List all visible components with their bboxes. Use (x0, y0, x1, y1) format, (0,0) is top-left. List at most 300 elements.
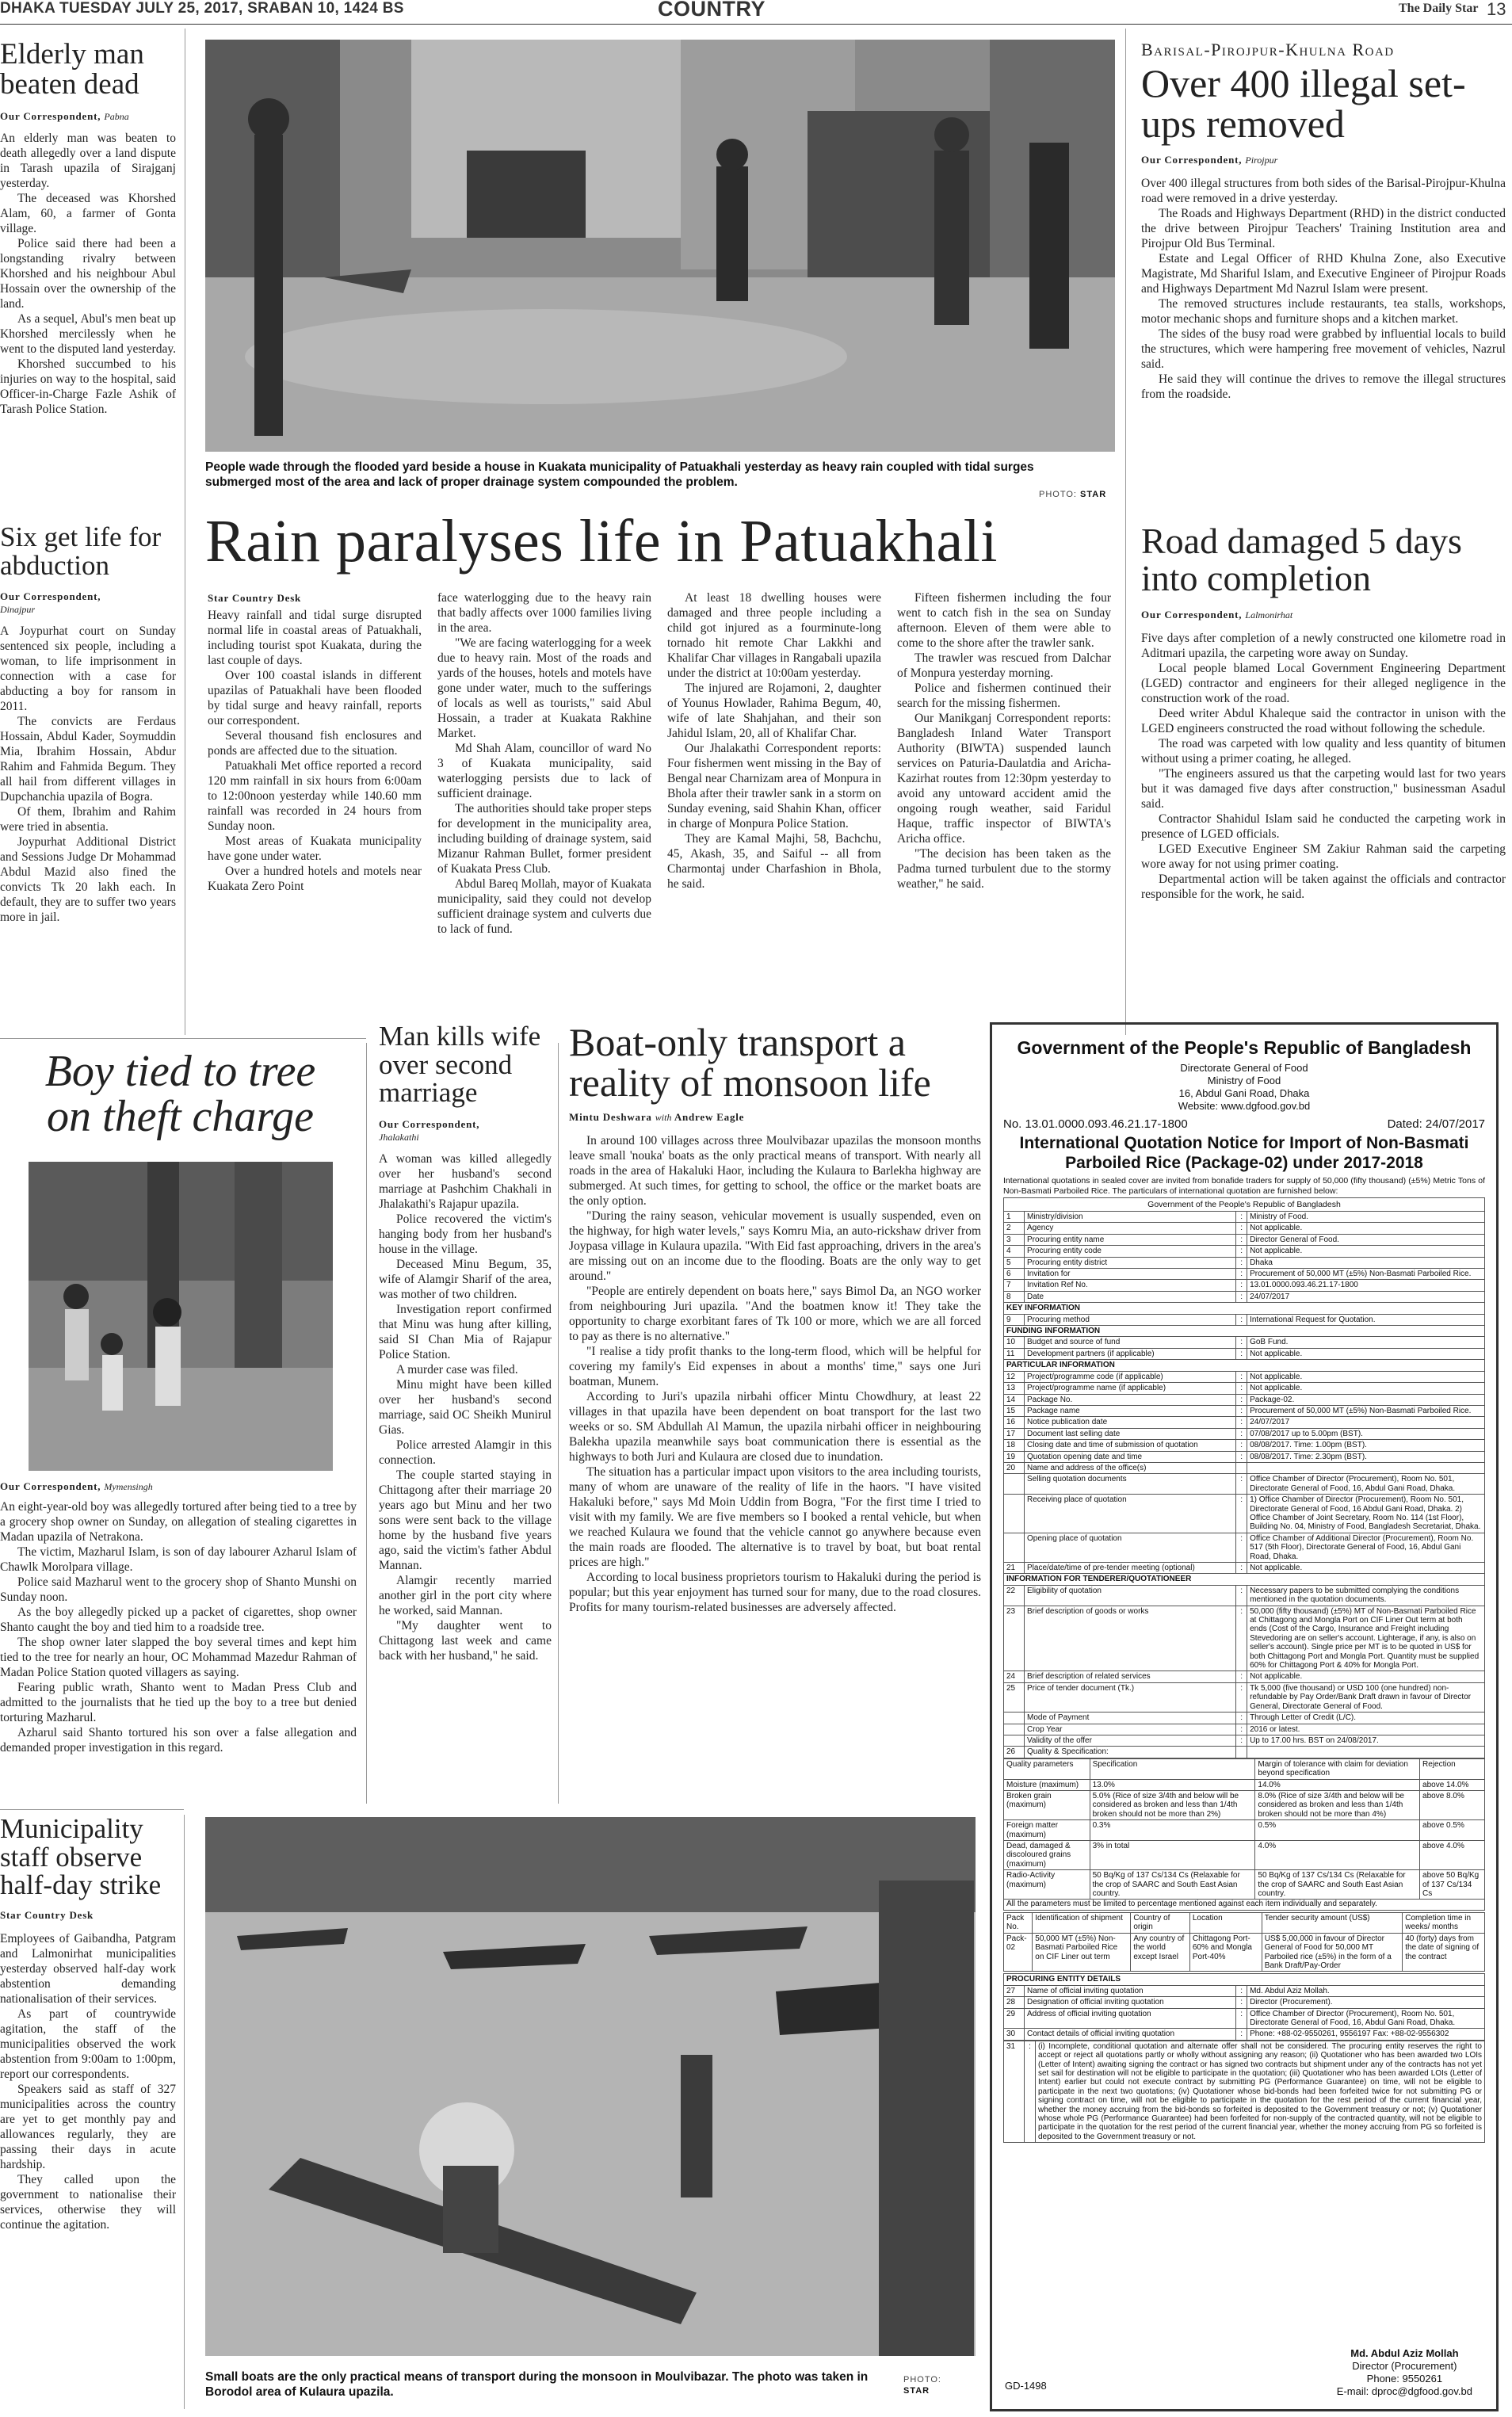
table-row (1004, 1337, 1485, 1348)
table-cell: 0.5% (1255, 1820, 1420, 1841)
row-value: Md. Abdul Aziz Mollah. (1247, 1985, 1485, 1996)
row-value: Not applicable. (1247, 1348, 1485, 1359)
paragraph: Police said there had been a longstanding rivalry between Khorshed and his neighbour Abul Hossain over the ownership of the land. (0, 237, 176, 311)
boats-photo-illustration (205, 1817, 976, 2356)
row-number: 3 (1004, 1234, 1025, 1245)
paragraph: Local people blamed Local Government Engineering Department (LGED) contractor and engineers for their alleged negligence in the construction work of the road. (1141, 661, 1506, 705)
kicker: Barisal-Pirojpur-Khulna Road (1141, 40, 1395, 59)
byline: Our Correspondent, Pirojpur (1141, 154, 1278, 166)
table-row (1004, 1405, 1485, 1416)
paragraph: Abdul Bareq Mollah, mayor of Kuakata municipality, said they could not develop sufficient drainage system and culverts due to lack of fund. (437, 877, 651, 936)
paragraph: LGED Executive Engineer SM Zakiur Rahman said the carpeting wore away for not using primer coating. (1141, 842, 1506, 871)
boats-photo (205, 1817, 976, 2356)
ad-reference: No. 13.01.0000.093.46.21.17-1800 Dated: 24/07/2017 (1003, 1117, 1485, 1131)
byline: Our Correspondent, Lalmonirhat (1141, 608, 1293, 620)
section-header: KEY INFORMATION (1004, 1303, 1485, 1314)
table-cell: Dead, damaged & discoloured grains (maximum) (1004, 1840, 1090, 1869)
row-label: Invitation Ref No. (1025, 1280, 1236, 1291)
byline: Mintu Deshwara with Andrew Eagle (569, 1111, 745, 1123)
table-cell: 0.3% (1090, 1820, 1255, 1841)
package-table (1003, 1912, 1485, 1972)
row-label: Receiving place of quotation (1025, 1495, 1236, 1533)
row-number: 10 (1004, 1337, 1025, 1348)
table-row (1004, 1360, 1485, 1371)
row-separator (1236, 1747, 1247, 1758)
table-row (1004, 1371, 1485, 1382)
row-value: 24/07/2017 (1247, 1417, 1485, 1428)
row-label: Quality & Specification: (1025, 1747, 1236, 1758)
paragraph: Several thousand fish enclosures and ponds are affected due to the situation. (208, 729, 422, 758)
row-label: Mode of Payment (1025, 1713, 1236, 1724)
photo-caption: Small boats are the only practical means of transport during the monsoon in Moulvibazar. The photo was taken in Borodol area of Kulaura upazila. (205, 2370, 869, 2399)
row-separator: : (1236, 2008, 1247, 2029)
article-six-life (0, 523, 176, 1030)
row-value: Office Chamber of Director (Procurement), Room No. 501, Directorate General of Food, 16, Abdul Gani Road, Dhaka. (1247, 2008, 1485, 2029)
paragraph: A woman was killed allegedly over her husband's second marriage at Pashchim Chakhali in Jhalakathi's Rajapur upazila. (379, 1152, 552, 1212)
column-header: Margin of tolerance with claim for deviation beyond specification (1255, 1758, 1420, 1779)
paragraph: "My daughter went to Chittagong last week and came back with her husband," he said. (379, 1619, 552, 1663)
ad-title: Government of the People's Republic of Bangladesh (1017, 1037, 1472, 1058)
row-number: 7 (1004, 1280, 1025, 1291)
section-label: COUNTRY (658, 0, 766, 21)
paragraph: They are Kamal Majhi, 58, Bachchu, 45, Akash, 35, and Saiful -- all from Charmontaj under Charfashion in Bhola, he said. (667, 832, 881, 891)
ad-signature: Md. Abdul Aziz Mollah Director (Procurement) Phone: 9550261 E-mail: dproc@dgfood.gov.bd (1336, 2347, 1472, 2397)
column-header: Specification (1090, 1758, 1255, 1779)
quality-table (1003, 1758, 1485, 1900)
paragraph: Investigation report confirmed that Minu was hung after killing, said SI Chan Mia of Rajapur Police Station. (379, 1303, 552, 1362)
row-label: Date (1025, 1291, 1236, 1302)
row-separator: : (1236, 1735, 1247, 1746)
page-number: 13 (1487, 0, 1506, 19)
row-value: Ministry of Food. (1247, 1212, 1485, 1223)
row-value: Office Chamber of Director (Procurement), Room No. 501, Directorate General of Food, 16, Abdul Gani Road, Dhaka. (1247, 1474, 1485, 1495)
table-cell: Moisture (maximum) (1004, 1779, 1090, 1790)
table-row (1004, 1840, 1485, 1869)
table-row (1004, 1779, 1485, 1790)
article-municipality-strike (0, 1815, 176, 2413)
row-separator: : (1236, 1451, 1247, 1462)
row-separator: : (1236, 1371, 1247, 1382)
article-elderly (0, 40, 176, 507)
row-separator: : (1236, 1724, 1247, 1735)
table-row (1004, 1383, 1485, 1394)
row-number: 29 (1004, 2008, 1025, 2029)
paragraph: Heavy rainfall and tidal surge disrupted normal life in coastal areas of Patuakhali, including tourist spot Kuakata, during the last couple of days. (208, 609, 422, 667)
column-header: Location (1189, 1912, 1262, 1933)
article-illegal-setups (1141, 40, 1506, 515)
paragraph: Employees of Gaibandha, Patgram and Lalmonirhat municipalities yesterday observed half-day work abstention demanding nationalisation of their services. (0, 1932, 176, 2007)
row-label: Invitation for (1025, 1269, 1236, 1280)
table-cell: 8.0% (Rice of size 3/4th and below will be considered as broken and less than 1/4th broken should not be more than 4%) (1255, 1790, 1420, 1819)
clauses-table: 31 : (i) Incomplete, conditional quotation and alternate offer shall not be considered. The procuring entity reserves the right to accept or reject all quotations partly or wholly without assigning any reason; (ii) Quotationer who has been awarded two LOIs (Letter of Intent) awaiting signing the contract or has signed two contracts but shipment under any of the contracts has not yet set sail for destination will not be eligible to participate in the quotation; (iii) Quotationer who has been awarded LOIs (Letter of Intent) earlier but could not execute contract by submitting PG (Performance Guarantee) on time, will not be eligible to participate in the next two quotations; (iv) Quotationer whose bid-bonds had been forfeited twice for not submitting PG or signing contract on time, will not be eligible to participate in the quotation for the rest period of the current financial year, whether the money accruing from the bid-bonds so forfeited is deposited to the Government treasury or not; (v) Quotationer whose whole PG (Performance Guarantee) had been forfeited for non-supply of the contracted quantity, will not be eligible to participate in the quotation for the rest period of the current financial year, whether the money accruing from PG so forfeited is deposited to the Government treasury or not. (1003, 2041, 1485, 2143)
row-label: Ministry/division (1025, 1212, 1236, 1223)
byline: Our Correspondent, Pabna (0, 110, 129, 123)
table-row (1004, 1974, 1485, 1985)
row-separator: : (1236, 1280, 1247, 1291)
ad-code: GD-1498 (1005, 2380, 1047, 2392)
column-header: Tender security amount (US$) (1262, 1912, 1402, 1933)
dateline: DHAKA TUESDAY JULY 25, 2017, SRABAN 10, 1424 BS (0, 0, 404, 17)
paragraph: The removed structures include restaurants, tea stalls, workshops, motor mechanic shops and furniture shops and a kitchen market. (1141, 297, 1506, 326)
row-label: Address of official inviting quotation (1025, 2008, 1236, 2029)
table-row (1004, 1462, 1485, 1473)
table-cell: above 14.0% (1420, 1779, 1485, 1790)
paragraph: As the boy allegedly picked up a packet of cigarettes, shop owner Shanto caught the boy and tied him to a roadside tree. (0, 1606, 357, 1634)
row-value: Director (Procurement). (1247, 1997, 1485, 2008)
paragraph: Deceased Minu Begum, 35, wife of Alamgir Sharif of the area, was mother of two children. (379, 1258, 552, 1302)
row-label: Validity of the offer (1025, 1735, 1236, 1746)
paragraph: The road was carpeted with low quality and less quantity of bitumen without using a primer coating, he alleged. (1141, 736, 1506, 766)
row-number (1004, 1474, 1025, 1495)
flood-photo (205, 40, 1115, 452)
row-separator: : (1236, 1291, 1247, 1302)
table-row (1004, 2008, 1485, 2029)
row-number: 20 (1004, 1462, 1025, 1473)
row-number: 26 (1004, 1747, 1025, 1758)
paragraph: Departmental action will be taken against the officials and contractor responsible for the work, he said. (1141, 872, 1506, 901)
row-value (1247, 1462, 1485, 1473)
paragraph: The trawler was rescued from Dalchar of Monpura yesterday morning. (897, 651, 1111, 680)
table-cell: above 4.0% (1420, 1840, 1485, 1869)
photo-caption: People wade through the flooded yard beside a house in Kuakata municipality of Patuakhali yesterday as heavy rain coupled with tidal surges submerged most of the area and lack of proper drainage system compounded the problem. (205, 460, 1034, 489)
table-row (1004, 1682, 1485, 1712)
paragraph: The Roads and Highways Department (RHD) in the district conducted the drive between Pirojpur Teachers' Training Institution area and Pirojpur Old Bus Terminal. (1141, 207, 1506, 250)
row-number: 27 (1004, 1985, 1025, 1996)
paragraph: Most areas of Kuakata municipality have gone under water. (208, 834, 422, 863)
paragraph: Our Manikganj Correspondent reports: Bangladesh Inland Water Transport Authority (BIWTA) suspended launch services on Paturia-Daulatdia and Aricha-Kazirhat routes from 12:30pm yesterday to avoid any untoward accident amid the ongoing rough weather, said Faridul Haque, traffic inspector of BIWTA's Aricha office. (897, 712, 1111, 846)
table-row (1004, 1234, 1485, 1245)
table-row (1004, 1417, 1485, 1428)
row-number: 15 (1004, 1405, 1025, 1416)
row-number: 18 (1004, 1440, 1025, 1451)
paragraph: "The decision has been taken as the Padma turned turbulent due to the stormy weather," he said. (897, 847, 1111, 891)
table-cell: Any country of the world except Israel (1131, 1933, 1190, 1972)
table-row (1004, 1440, 1485, 1451)
row-separator: : (1236, 2029, 1247, 2040)
row-value: Not applicable. (1247, 1223, 1485, 1234)
row-label: Name of official inviting quotation (1025, 1985, 1236, 1996)
row-separator: : (1236, 1348, 1247, 1359)
paragraph: The injured are Rojamoni, 2, daughter of Younus Howlader, Rahima Begum, 40, wife of late Shahjahan, and their son Jahidul Islam, 20, all of Khalifar Char. (667, 682, 881, 740)
table-cell: Broken grain (maximum) (1004, 1790, 1090, 1819)
row-label: Procuring entity district (1025, 1257, 1236, 1268)
row-label: Document last selling date (1025, 1428, 1236, 1439)
paragraph: As part of countrywide agitation, the staff of the municipalities observed the work abstention from 9:00am to 1:00pm, report our correspondents. (0, 2007, 176, 2082)
rain-col-2 (437, 590, 651, 937)
table-row (1004, 1747, 1485, 1758)
row-value: Office Chamber of Additional Director (Procurement), Room No. 517 (5th Floor), Directorate General of Food, 16, Abdul Gani Road, Dhaka. (1247, 1533, 1485, 1562)
row-label: Selling quotation documents (1025, 1474, 1236, 1495)
row-number: 21 (1004, 1563, 1025, 1574)
row-separator: : (1236, 1997, 1247, 2008)
row-separator: : (1236, 1383, 1247, 1394)
paragraph: A murder case was filed. (396, 1363, 518, 1377)
table-cell: 50,000 MT (±5%) Non-Basmati Parboiled Rice on CIF Liner out term (1033, 1933, 1131, 1972)
row-number: 13 (1004, 1383, 1025, 1394)
article-road-damaged (1141, 523, 1506, 1030)
paragraph: "During the rainy season, vehicular movement is usually suspended, even on the highway, for high water levels," says Komru Mia, an auto-rickshaw driver from Joypasa village in Kulaura upazila. "With Eid fast approaching, drivers in the area's are missing out on an income due to the flooding. Boats are the only way to get around." (569, 1209, 981, 1283)
paragraph: The convicts are Ferdaus Hossain, Abdul Kader, Soymuddin Mia, Ibrahim Hossain, Abdur Rahim and Fahmida Begum. They all hail from different villages in Dupchanchia upazila of Bogra. (0, 715, 176, 804)
row-label: Opening place of quotation (1025, 1533, 1236, 1562)
paragraph: In around 100 villages across three Moulvibazar upazilas the monsoon months leave small 'nouka' boats as the only practical means of transport. With nearly all roads in the area of Hakaluki Haor, including the Kulaura to Barlekha highway are submerged. At such times, for getting to school, the office or the market boats are the only option. (569, 1134, 981, 1208)
table-cell: Foreign matter (maximum) (1004, 1820, 1090, 1841)
table-row (1004, 1724, 1485, 1735)
row-number (1004, 1533, 1025, 1562)
byline: Star Country Desk (0, 1909, 94, 1922)
row-value: Not applicable. (1247, 1563, 1485, 1574)
paragraph: Over 100 coastal islands in different upazilas of Patuakhali have been flooded by tidal surge and heavy rainfall, reports our correspondent. (208, 669, 422, 727)
row-label: Contact details of official inviting quotation (1025, 2029, 1236, 2040)
ad-address: Directorate General of Food Ministry of Food 16, Abdul Gani Road, Dhaka Website: www.dgfood.gov.bd (1178, 1062, 1311, 1112)
paragraph: Police and fishermen continued their search for the missing fishermen. (897, 682, 1111, 710)
headline: Road damaged 5 days into completion (1141, 523, 1462, 598)
row-separator: : (1236, 1533, 1247, 1562)
paragraph: Contractor Shahidul Islam said he conducted the carpeting work in presence of LGED officials. (1141, 811, 1506, 841)
table-row (1004, 1474, 1485, 1495)
row-label: Price of tender document (Tk.) (1025, 1682, 1236, 1712)
table-row (1004, 1348, 1485, 1359)
row-separator: : (1236, 1474, 1247, 1495)
headline: Man kills wife over second marriage (379, 1022, 541, 1109)
table-row (1004, 1790, 1485, 1819)
paragraph: Police said Mazharul went to the grocery shop of Shanto Munshi on Sunday noon. (0, 1575, 357, 1604)
row-separator: : (1236, 1428, 1247, 1439)
table-row (1004, 1735, 1485, 1746)
section-header: PROCURING ENTITY DETAILS (1004, 1974, 1485, 1985)
article-rain (205, 511, 1117, 1034)
row-separator: : (1236, 1606, 1247, 1671)
paragraph: Alamgir recently married another girl in the port city where he worked, said Mannan. (379, 1574, 552, 1618)
row-value: Not applicable. (1247, 1246, 1485, 1257)
row-label: Package name (1025, 1405, 1236, 1416)
row-label: Notice publication date (1025, 1417, 1236, 1428)
paragraph: The shop owner later slapped the boy several times and kept him tied to the tree for nearly an hour, OC Mohammad Mazedur Rahman of Madan Police Station quoted villagers as saying. (0, 1636, 357, 1679)
row-value: International Request for Quotation. (1247, 1314, 1485, 1325)
table-row (1004, 1314, 1485, 1325)
table-row (1004, 1585, 1485, 1606)
table-cell: 4.0% (1255, 1840, 1420, 1869)
row-value: 24/07/2017 (1247, 1291, 1485, 1302)
row-label: Procuring entity name (1025, 1234, 1236, 1245)
row-label: Brief description of related services (1025, 1671, 1236, 1682)
column-header: Identification of shipment (1033, 1912, 1131, 1933)
row-separator: : (1236, 1985, 1247, 1996)
headline: Boy tied to tree on theft charge (44, 1047, 316, 1142)
paragraph: Our Jhalakathi Correspondent reports: Four fishermen went missing in the Bay of Bengal near Charnizam area of Monpura in Bhola after their trawler sank in a storm on Sunday evening, said Shahin Khan, officer in charge of Monpura Police Station. (667, 742, 881, 830)
row-number: 14 (1004, 1394, 1025, 1405)
paragraph: "People are entirely dependent on boats here," says Bimol Da, an NGO worker from neighbouring Juri upazila. "And the boatmen know it! They take the opportunity to charge exorbitant fares of Tk 100 or more, which we are all forced to pay as there is no alternative." (569, 1285, 981, 1343)
row-separator: : (1236, 1337, 1247, 1348)
headline: Municipality staff observe half-day strike (0, 1815, 162, 1901)
section-header: INFORMATION FOR TENDERER/QUOTATIONEER (1004, 1574, 1485, 1585)
row-number (1004, 1495, 1025, 1533)
paragraph: Of them, Ibrahim and Rahim were tried in absentia. (0, 805, 176, 834)
row-value: Phone: +88-02-9550261, 9556197 Fax: +88-02-9556302 (1247, 2029, 1485, 2040)
row-number: 17 (1004, 1428, 1025, 1439)
column-header: Completion time in weeks/ months (1403, 1912, 1485, 1933)
table-cell: above 50 Bq/Kg of 137 Cs/134 Cs (1420, 1870, 1485, 1900)
row-label: Place/date/time of pre-tender meeting (optional) (1025, 1563, 1236, 1574)
table-row (1004, 1671, 1485, 1682)
row-value: 13.01.0000.093.46.21.17-1800 (1247, 1280, 1485, 1291)
row-value: Up to 17.00 hrs. BST on 24/08/2017. (1247, 1735, 1485, 1746)
table-row (1004, 1303, 1485, 1314)
row-value (1247, 1747, 1485, 1758)
table-cell: US$ 5,00,000 in favour of Director General of Food for 50,000 MT Parboiled rice (±5%) in the form of a Bank Draft/Pay-Order (1262, 1933, 1402, 1972)
row-label: Procuring entity code (1025, 1246, 1236, 1257)
row-label: Closing date and time of submission of quotation (1025, 1440, 1236, 1451)
table-row (1004, 1533, 1485, 1562)
table-row (1004, 1451, 1485, 1462)
boy-photo (29, 1162, 333, 1471)
row-separator: : (1236, 1246, 1247, 1257)
row-label: Crop Year (1025, 1724, 1236, 1735)
table-row (1004, 1606, 1485, 1671)
row-label: Project/programme code (if applicable) (1025, 1371, 1236, 1382)
column-header: Country of origin (1131, 1912, 1190, 1933)
row-separator: : (1236, 1257, 1247, 1268)
row-label: Development partners (if applicable) (1025, 1348, 1236, 1359)
byline: Our Correspondent, Jhalakathi (379, 1118, 480, 1144)
row-number: 5 (1004, 1257, 1025, 1268)
table-row (1004, 1246, 1485, 1257)
row-value: Not applicable. (1247, 1671, 1485, 1682)
paragraph: Patuakhali Met office reported a record 120 mm rainfall in six hours from 6:00am to 12:00noon yesterday while 140.60 mm rainfall was recorded in 24 hours from Sunday noon. (208, 759, 422, 833)
table-cell: 14.0% (1255, 1779, 1420, 1790)
paragraph: The deceased was Khorshed Alam, 60, a farmer of Gonta village. (0, 192, 176, 236)
boy-photo-illustration (29, 1162, 333, 1471)
row-value: Procurement of 50,000 MT (±5%) Non-Basmati Parboiled Rice. (1247, 1269, 1485, 1280)
row-value: Package-02. (1247, 1394, 1485, 1405)
article-man-kills-wife (379, 1022, 552, 1803)
paragraph: "The engineers assured us that the carpeting would last for two years but it was damaged five days after construction," businessman Asadul said. (1141, 766, 1506, 811)
row-label: Eligibility of quotation (1025, 1585, 1236, 1606)
quality-note: All the parameters must be limited to percentage mentioned against each item individually and separately. (1003, 1900, 1485, 1911)
column-header: Quality parameters (1004, 1758, 1090, 1779)
row-label: Package No. (1025, 1394, 1236, 1405)
row-value: 08/08/2017. Time: 1.00pm (BST). (1247, 1440, 1485, 1451)
table-row (1004, 1269, 1485, 1280)
tender-notice-advert (990, 1022, 1499, 2411)
paragraph: At least 18 dwelling houses were damaged and three people including a child got injured as a fourminute-long tornado hit remote Char Lakkhi and Khalifar Char villages in Rangabali upazila under the district at 10:00am yesterday. (667, 591, 881, 680)
rain-col-3 (667, 590, 881, 892)
paragraph: Speakers said as staff of 327 municipalities across the country are yet to get monthly pay and allowances regularly, they are passing their days in acute hardship. (0, 2083, 176, 2172)
row-value: 2016 or latest. (1247, 1724, 1485, 1735)
table-row (1004, 1257, 1485, 1268)
paper-name: The Daily Star (1399, 2, 1479, 15)
byline: Star Country Desk (208, 592, 302, 604)
row-label: Brief description of goods or works (1025, 1606, 1236, 1671)
paragraph: The couple started staying in Chittagong after their marriage 20 years ago but Minu and her two sons were sent back to the village home by the husband five years ago, said the victim's father Abdul Mannan. (379, 1468, 552, 1573)
paragraph: Over 400 illegal structures from both sides of the Barisal-Pirojpur-Khulna road were removed in a drive yesterday. (1141, 177, 1506, 205)
table-cell: 5.0% (Rice of size 3/4th and below will be considered as broken and less than 1/4th broken should not be more than 2%) (1090, 1790, 1255, 1819)
row-separator: : (1236, 1314, 1247, 1325)
row-value: Not applicable. (1247, 1371, 1485, 1382)
table-row (1004, 1495, 1485, 1533)
table-row (1004, 1997, 1485, 2008)
column-header: Rejection (1420, 1758, 1485, 1779)
table-row (1004, 1223, 1485, 1234)
byline: Our Correspondent, Mymensingh (0, 1480, 153, 1492)
row-number (1004, 1713, 1025, 1724)
paragraph: face waterlogging due to the heavy rain that badly affects over 1000 families living in the area. (437, 591, 651, 635)
row-number: 25 (1004, 1682, 1025, 1712)
row-number: 6 (1004, 1269, 1025, 1280)
paragraph: According to local business proprietors tourism to Hakaluki during the period is popular; but this year enjoyment has turned sour for many, due to the road closures. Profits for many tourism-related businesses are adversely affected. (569, 1571, 981, 1614)
article-boy-tied (0, 1043, 361, 1804)
row-number: 23 (1004, 1606, 1025, 1671)
row-number: 2 (1004, 1223, 1025, 1234)
row-separator: : (1236, 1495, 1247, 1533)
row-value: Tk 5,000 (five thousand) or USD 100 (one hundred) non-refundable by Pay Order/Bank Draft drawn in favour of Director General, Directorate General of Food. (1247, 1682, 1485, 1712)
row-number: 30 (1004, 2029, 1025, 2040)
section-header: FUNDING INFORMATION (1004, 1326, 1485, 1337)
flood-photo-illustration (205, 40, 1115, 452)
row-separator: : (1236, 1417, 1247, 1428)
table-cell: Pack-02 (1004, 1933, 1033, 1972)
row-label: Project/programme name (if applicable) (1025, 1383, 1236, 1394)
row-value: 1) Office Chamber of Director (Procurement), Room No. 501, Directorate General of Food, 16 Abdul Gani Road, Dhaka. 2) Office Chamber of Joint Secretary, Room No. 114 (1st Floor), Building No. 04, Ministry of Food, Bangladesh Secretariat, Dhaka. (1247, 1495, 1485, 1533)
photo-credit: PHOTO: STAR (903, 2375, 941, 2396)
table-row (1004, 1394, 1485, 1405)
paragraph: Minu might have been killed over her husband's second marriage, said OC Sheikh Munirul Gias. (379, 1378, 552, 1438)
paragraph: An elderly man was beaten to death allegedly over a land dispute in Tarash upazila of Sirajganj yesterday. (0, 132, 176, 191)
row-number: 11 (1004, 1348, 1025, 1359)
row-separator: : (1236, 1223, 1247, 1234)
row-number (1004, 1735, 1025, 1746)
table-row (1004, 1280, 1485, 1291)
row-number: 24 (1004, 1671, 1025, 1682)
headline: Rain paralyses life in Patuakhali (205, 511, 998, 575)
row-value: GoB Fund. (1247, 1337, 1485, 1348)
ad-heading: International Quotation Notice for Import of Non-Basmati Parboiled Rice (Package-02) under 2017-2018 (1019, 1134, 1469, 1172)
row-value: Procurement of 50,000 MT (±5%) Non-Basmati Parboiled Rice. (1247, 1405, 1485, 1416)
table-cell: 50 Bq/Kg of 137 Cs/134 Cs (Relaxable for the crop of SAARC and South East Asian country. (1255, 1870, 1420, 1900)
paragraph: Police recovered the victim's hanging body from her husband's house in the village. (379, 1212, 552, 1257)
row-number: 16 (1004, 1417, 1025, 1428)
row-number: 9 (1004, 1314, 1025, 1325)
row-label: Quotation opening date and time (1025, 1451, 1236, 1462)
ad-intro: International quotations in sealed cover are invited from bonafide traders for supply of 50,000 (fifty thousand) (±5%) Metric Tons of Non-Basmati Parboiled Rice. The particulars of international quotation are furnished below: (1003, 1176, 1485, 1196)
paragraph: According to Juri's upazila nirbahi officer Mintu Chowdhury, at least 22 villages in that upazila have been dependent on boat transport for the last two weeks or so. SM Abdullah Al Mamun, the upazila nirbahi officer in neighbouring Balekha upazila meanwhile says boat communication there is essential as the highways to both Juri and Kulaura are closed due to inundation. (569, 1390, 981, 1464)
row-label: Name and address of the office(s) (1025, 1462, 1236, 1473)
rain-col-4 (897, 590, 1111, 892)
paragraph: An eight-year-old boy was allegedly tortured after being tied to a tree by a grocery shop owner on Sunday, on allegation of stealing cigarettes in Madan upazila of Netrakona. (0, 1500, 357, 1544)
paragraph: Khorshed succumbed to his injuries on way to the hospital, said Officer-in-Charge Fazle Ashik of Tarash Police Station. (0, 357, 176, 417)
paragraph: Deed writer Abdul Khaleque said the contractor in unison with the LGED engineers constructed the road without following the schedule. (1141, 706, 1506, 735)
paragraph: He said they will continue the drives to remove the illegal structures from the roadside. (1141, 372, 1506, 401)
byline: Our Correspondent, Dinajpur (0, 590, 101, 616)
table-cell: 40 (forty) days from the date of signing of the contract (1403, 1933, 1485, 1972)
row-separator: : (1236, 1440, 1247, 1451)
ad-govline: Government of the People's Republic of Bangladesh (1003, 1197, 1485, 1211)
row-number: 1 (1004, 1212, 1025, 1223)
table-row (1004, 1212, 1485, 1223)
table-cell: Chittagong Port-60% and Mongla Port-40% (1189, 1933, 1262, 1972)
table-row (1004, 1870, 1485, 1900)
row-number (1004, 1724, 1025, 1735)
paragraph: The situation has a particular impact upon visitors to the area including tourists, many of whom are unaware of the reality of life in the haors. "I have visited Hakaluki before," says Md Moin Uddin from Bogra, "For the first time I tried to visit with my family. We are five members so I booked a rental vehicle, but when we reached Kulaura we found that the vehicle cannot go anywhere because even the main roads are flooded. The alternative is to travel by boat, but boat rental prices are high." (569, 1465, 981, 1569)
paragraph: "We are facing waterlogging for a week due to heavy rain. Most of the roads and yards of the houses, hotels and motels have gone under water, much to the sufferings of locals as well as tourists," said Abul Hossain, a trader at Kuakata Rakhine Market. (437, 636, 651, 740)
article-boat-transport (569, 1022, 981, 1807)
row-separator: : (1236, 1585, 1247, 1606)
headline: Over 400 illegal set-ups removed (1141, 61, 1466, 146)
row-number: 4 (1004, 1246, 1025, 1257)
ad-main-table (1003, 1211, 1485, 1758)
row-separator: : (1236, 1563, 1247, 1574)
row-label: Budget and source of fund (1025, 1337, 1236, 1348)
paragraph: The sides of the busy road were grabbed by influential locals to build the structures, which were hampering free movement of vehicles, Nazrul said. (1141, 327, 1506, 371)
